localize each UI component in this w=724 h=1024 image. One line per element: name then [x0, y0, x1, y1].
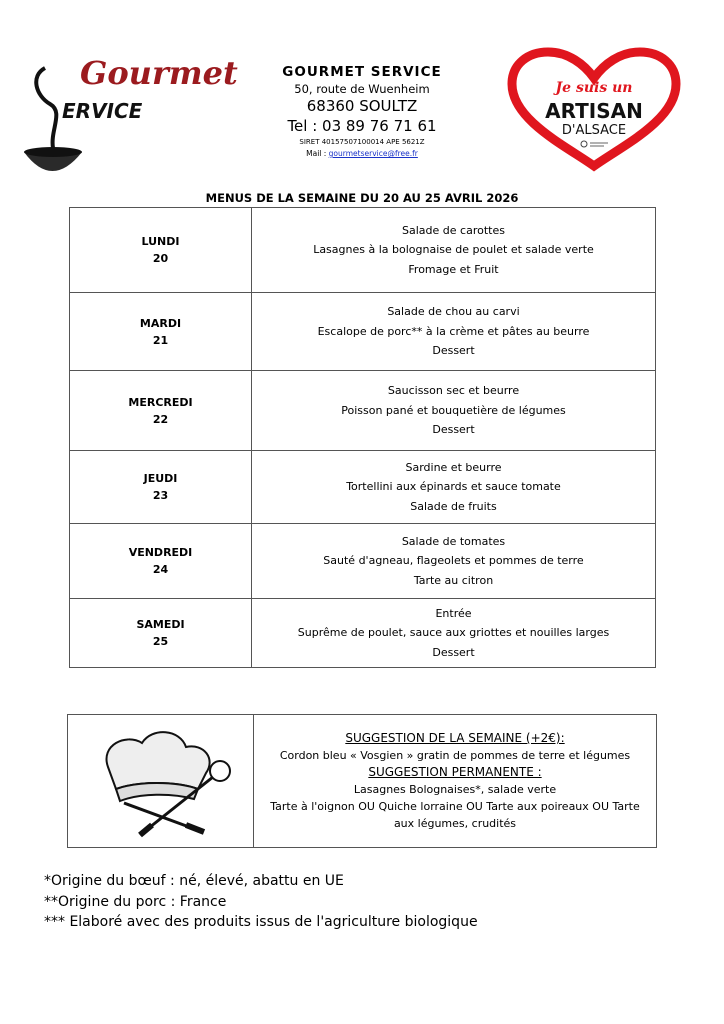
- day-date: 23: [152, 489, 169, 502]
- menu-row: [70, 451, 656, 524]
- day-name: SAMEDI: [136, 618, 185, 631]
- note-pork-origin: **Origine du porc : France: [44, 893, 227, 910]
- day-date: 21: [152, 333, 169, 347]
- logo-gourmet-text: Gourmet: [80, 54, 238, 92]
- week-suggestion-dish: Cordon bleu « Vosgien » gratin de pommes de terre et légumes: [279, 749, 631, 762]
- company-city: 68360 SOULTZ: [306, 97, 418, 115]
- permanent-suggestion-line3: aux légumes, crudités: [393, 817, 517, 830]
- chef-hat-knife-icon: [68, 715, 253, 843]
- dish-item: Escalope de porc** à la crème et pâtes au beurre: [317, 324, 590, 338]
- mail-label: Mail :: [306, 149, 329, 158]
- menu-row: [70, 208, 656, 293]
- menu-dishes-cell: [252, 599, 656, 668]
- dish-item: Suprême de poulet, sauce aux griottes et nouilles larges: [297, 626, 610, 640]
- dish-item: Dessert: [432, 645, 475, 659]
- dish-item: Salade de carottes: [402, 223, 505, 237]
- day-name: MARDI: [139, 316, 182, 330]
- note-organic: *** Elaboré avec des produits issus de l'agriculture biologique: [44, 914, 478, 930]
- menu-dishes-cell: [252, 208, 656, 293]
- menu-row: [70, 524, 656, 599]
- dish-item: Entrée: [435, 606, 472, 620]
- menu-dishes-cell: [252, 371, 656, 451]
- menu-day-cell: [70, 451, 252, 524]
- artisan-alsace-badge: [506, 48, 682, 172]
- menu-dishes-cell: [252, 293, 656, 371]
- dish-item: Salade de fruits: [410, 499, 497, 513]
- menu-day-cell: [70, 208, 252, 293]
- note-beef-origin: *Origine du bœuf : né, élevé, abattu en UE: [44, 873, 344, 889]
- badge-line2: ARTISAN: [545, 99, 643, 123]
- permanent-suggestion-title: SUGGESTION PERMANENTE :: [368, 765, 542, 779]
- dish-item: Sardine et beurre: [405, 460, 502, 474]
- dish-item: Fromage et Fruit: [408, 262, 499, 276]
- suggestion-text-cell: [254, 715, 657, 848]
- company-phone: Tel : 03 89 76 71 61: [287, 117, 437, 135]
- dish-item: Saucisson sec et beurre: [387, 384, 520, 398]
- company-name: GOURMET SERVICE: [282, 64, 442, 80]
- week-suggestion-title: SUGGESTION DE LA SEMAINE (+2€):: [345, 731, 565, 745]
- chef-illustration-cell: [68, 715, 254, 848]
- day-date: 24: [152, 563, 169, 576]
- dish-item: Lasagnes à la bolognaise de poulet et salade verte: [313, 243, 594, 257]
- menu-dishes-cell: [252, 451, 656, 524]
- menu-row: [70, 371, 656, 451]
- menu-day-cell: [70, 293, 252, 371]
- day-date: 20: [152, 252, 169, 265]
- menu-title: MENUS DE LA SEMAINE DU 20 AU 25 AVRIL 2026: [205, 191, 519, 205]
- logo-service-text: ERVICE: [62, 99, 143, 123]
- badge-line3: D'ALSACE: [561, 123, 627, 138]
- permanent-suggestion-line2: Tarte à l'oignon OU Quiche lorraine OU Tarte aux poireaux OU Tarte: [270, 800, 640, 813]
- company-address: 50, route de Wuenheim: [294, 81, 430, 96]
- company-mail: [248, 150, 476, 158]
- badge-line1: Je suis un: [555, 80, 633, 96]
- menu-day-cell: [70, 524, 252, 599]
- menu-day-cell: [70, 599, 252, 668]
- dish-item: Dessert: [432, 423, 475, 437]
- day-date: 22: [152, 412, 169, 426]
- day-date: 25: [152, 635, 169, 648]
- day-name: MERCREDI: [128, 395, 193, 409]
- day-name: VENDREDI: [128, 546, 193, 559]
- day-name: JEUDI: [143, 472, 178, 485]
- menu-table: [69, 207, 656, 668]
- dish-item: Sauté d'agneau, flageolets et pommes de terre: [323, 554, 584, 568]
- day-name: LUNDI: [141, 235, 180, 248]
- dish-item: Salade de chou au carvi: [387, 305, 520, 319]
- dish-item: Tortellini aux épinards et sauce tomate: [346, 480, 561, 494]
- mail-link[interactable]: gourmetservice@free.fr: [328, 149, 418, 158]
- dish-item: Dessert: [432, 344, 475, 358]
- menu-row: [70, 293, 656, 371]
- menu-dishes-cell: [252, 524, 656, 599]
- permanent-suggestion-line1: Lasagnes Bolognaises*, salade verte: [353, 783, 557, 796]
- company-header: [248, 66, 476, 158]
- gourmet-service-logo: [20, 40, 238, 180]
- origin-notes: [44, 871, 478, 933]
- dish-item: Salade de tomates: [401, 534, 506, 548]
- dish-item: Tarte au citron: [413, 573, 494, 587]
- menu-day-cell: [70, 371, 252, 451]
- suggestion-box: [67, 714, 657, 848]
- menu-row: [70, 599, 656, 668]
- company-siret: SIRET 40157507100014 APE 5621Z: [299, 138, 425, 146]
- dish-item: Poisson pané et bouquetière de légumes: [341, 403, 566, 417]
